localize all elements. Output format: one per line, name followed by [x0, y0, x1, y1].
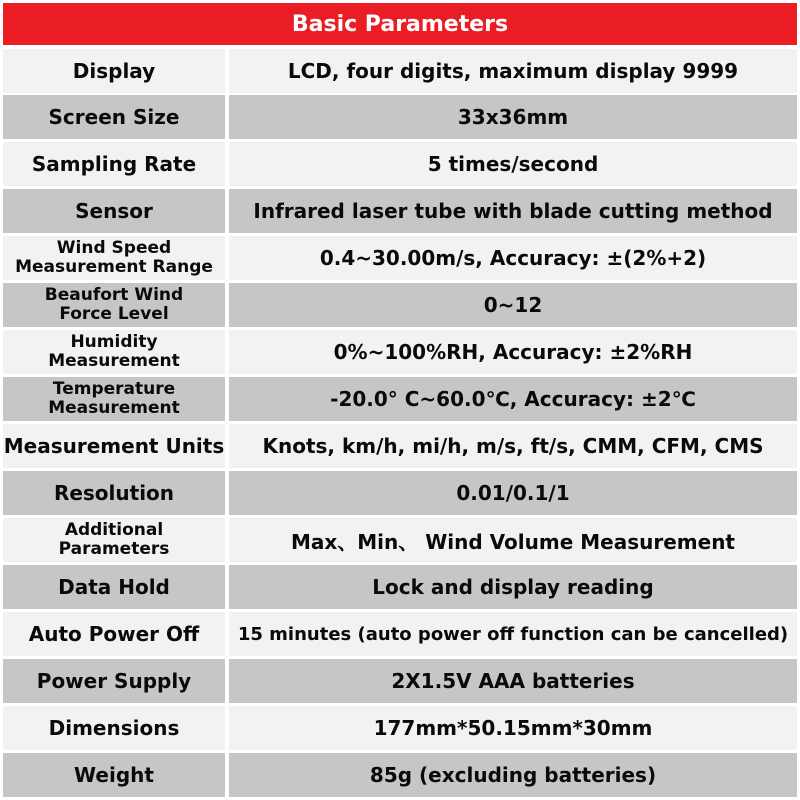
row-value: Infrared laser tube with blade cutting method — [229, 189, 797, 233]
table-row — [3, 471, 797, 515]
table-title: Basic Parameters — [3, 3, 797, 45]
row-label-line: Additional — [64, 520, 164, 540]
row-label-text: Weight — [74, 763, 154, 787]
row-value: 15 minutes (auto power off function can be cancelled) — [229, 612, 797, 656]
row-value: 0.4~30.00m/s, Accuracy: ±(2%+2) — [229, 236, 797, 280]
row-label — [3, 753, 225, 797]
row-label — [3, 95, 225, 139]
row-label-text: Resolution — [53, 481, 175, 505]
row-value: Knots, km/h, mi/h, m/s, ft/s, CMM, CFM, CMS — [229, 424, 797, 468]
row-label — [3, 49, 225, 93]
table-row — [3, 424, 797, 468]
row-value: 2X1.5V AAA batteries — [229, 659, 797, 703]
row-label-text: Screen Size — [48, 105, 180, 129]
row-label — [3, 518, 225, 562]
row-label-line: Measurement — [48, 398, 180, 418]
table-row — [3, 518, 797, 562]
row-label — [3, 236, 225, 280]
row-value: 0%~100%RH, Accuracy: ±2%RH — [229, 330, 797, 374]
table-row — [3, 377, 797, 421]
row-label — [3, 659, 225, 703]
row-label — [3, 471, 225, 515]
row-label-line: Humidity — [70, 332, 158, 352]
row-label — [3, 565, 225, 609]
row-label — [3, 706, 225, 750]
row-label — [3, 330, 225, 374]
row-value: LCD, four digits, maximum display 9999 — [229, 49, 797, 93]
row-value: 0.01/0.1/1 — [229, 471, 797, 515]
row-label-text: Data Hold — [58, 575, 170, 599]
row-value: -20.0° C~60.0℃, Accuracy: ±2℃ — [229, 377, 797, 421]
table-row — [3, 706, 797, 750]
row-value: 85g (excluding batteries) — [229, 753, 797, 797]
row-label-line: Temperature — [52, 379, 176, 399]
row-label — [3, 283, 225, 327]
table-row — [3, 283, 797, 327]
row-value: 177mm*50.15mm*30mm — [229, 706, 797, 750]
row-label-line: Parameters — [58, 539, 170, 559]
table-row — [3, 142, 797, 186]
row-label-line: Measurement — [48, 351, 180, 371]
table-row — [3, 659, 797, 703]
row-label-line: Force Level — [59, 304, 169, 324]
row-label — [3, 142, 225, 186]
table-row — [3, 330, 797, 374]
row-label — [3, 424, 225, 468]
row-label-text: Measurement Units — [3, 434, 225, 458]
table-row — [3, 565, 797, 609]
row-value: 5 times/second — [229, 142, 797, 186]
table-row — [3, 95, 797, 139]
row-label-text: Auto Power Off — [28, 622, 200, 646]
row-label — [3, 189, 225, 233]
row-label-text: Power Supply — [36, 669, 192, 693]
row-label-text: Dimensions — [48, 716, 180, 740]
table-row — [3, 753, 797, 797]
row-label-text: Display — [72, 59, 156, 83]
row-value: 33x36mm — [229, 95, 797, 139]
table-row — [3, 189, 797, 233]
table-row — [3, 612, 797, 656]
row-label-line: Wind Speed — [56, 238, 172, 258]
row-value: 0~12 — [229, 283, 797, 327]
table-row — [3, 49, 797, 93]
row-label-line: Beaufort Wind — [44, 285, 184, 305]
table-row — [3, 236, 797, 280]
row-value: Max、Min、 Wind Volume Measurement — [229, 518, 797, 562]
row-label-text: Sensor — [75, 199, 153, 223]
row-value: Lock and display reading — [229, 565, 797, 609]
row-label — [3, 612, 225, 656]
row-label-line: Measurement Range — [15, 257, 213, 277]
row-label-text: Sampling Rate — [31, 152, 197, 176]
row-label — [3, 377, 225, 421]
